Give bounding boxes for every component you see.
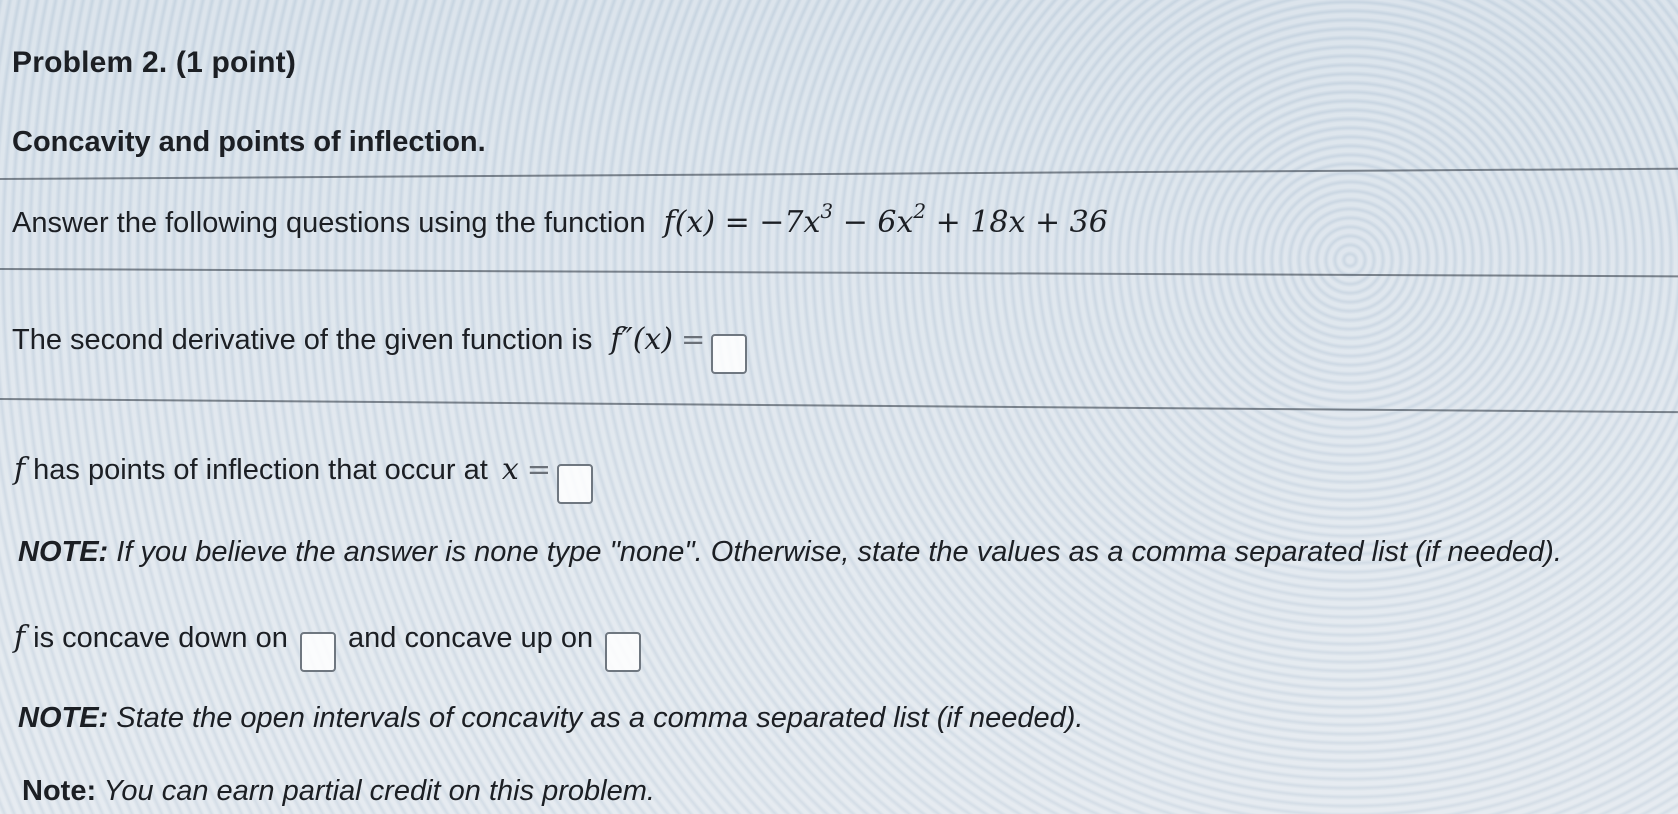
second-derivative-input[interactable]: [711, 334, 747, 374]
note-text: If you believe the answer is none type "none". Otherwise, state the values as a comma separated list (if needed).: [108, 536, 1562, 568]
concave-up-text: and concave up on: [348, 622, 594, 654]
divider-2: [0, 268, 1678, 277]
inflection-text: has points of inflection that occur at: [25, 454, 488, 486]
note-intervals-instruction: [18, 702, 1083, 735]
divider-3: [0, 398, 1678, 413]
equals-sign: =: [681, 322, 706, 356]
note-none-instruction: [18, 536, 1562, 569]
intro-text: Answer the following questions using the function: [12, 207, 646, 239]
problem-subtitle: Concavity and points of inflection.: [12, 126, 486, 158]
function-expression: [663, 199, 1108, 240]
note-text: You can earn partial credit on this problem.: [96, 775, 655, 807]
divider-1: [0, 168, 1678, 180]
concave-down-text: is concave down on: [25, 622, 288, 654]
note-text: State the open intervals of concavity as a comma separated list (if needed).: [108, 702, 1084, 734]
exponent-2: 2: [913, 199, 927, 223]
concavity-question: [14, 620, 645, 672]
inflection-question: [14, 452, 597, 504]
term-1: −7x: [759, 205, 821, 240]
term-2: − 6x: [833, 205, 914, 240]
inflection-points-input[interactable]: [557, 464, 593, 504]
term-3: + 18x + 36: [926, 205, 1108, 240]
concave-down-input[interactable]: [300, 632, 336, 672]
partial-credit-note: [22, 775, 655, 808]
second-derivative-question: [12, 322, 751, 374]
x-variable: x: [501, 452, 519, 487]
note-label: NOTE:: [18, 702, 109, 734]
f-symbol: f: [14, 620, 26, 655]
concave-up-input[interactable]: [605, 632, 641, 672]
second-derivative-lhs: f″(x): [610, 322, 674, 357]
exponent-1: 3: [820, 199, 834, 223]
function-lhs: f(x) =: [663, 205, 760, 240]
problem-title: Problem 2. (1 point): [12, 46, 297, 79]
note-label: NOTE:: [18, 536, 109, 568]
equals-sign: =: [526, 452, 552, 486]
f-symbol: f: [14, 452, 26, 487]
second-derivative-text: The second derivative of the given function is: [12, 324, 593, 356]
function-statement: [12, 199, 1108, 240]
note-label: Note:: [22, 775, 97, 807]
